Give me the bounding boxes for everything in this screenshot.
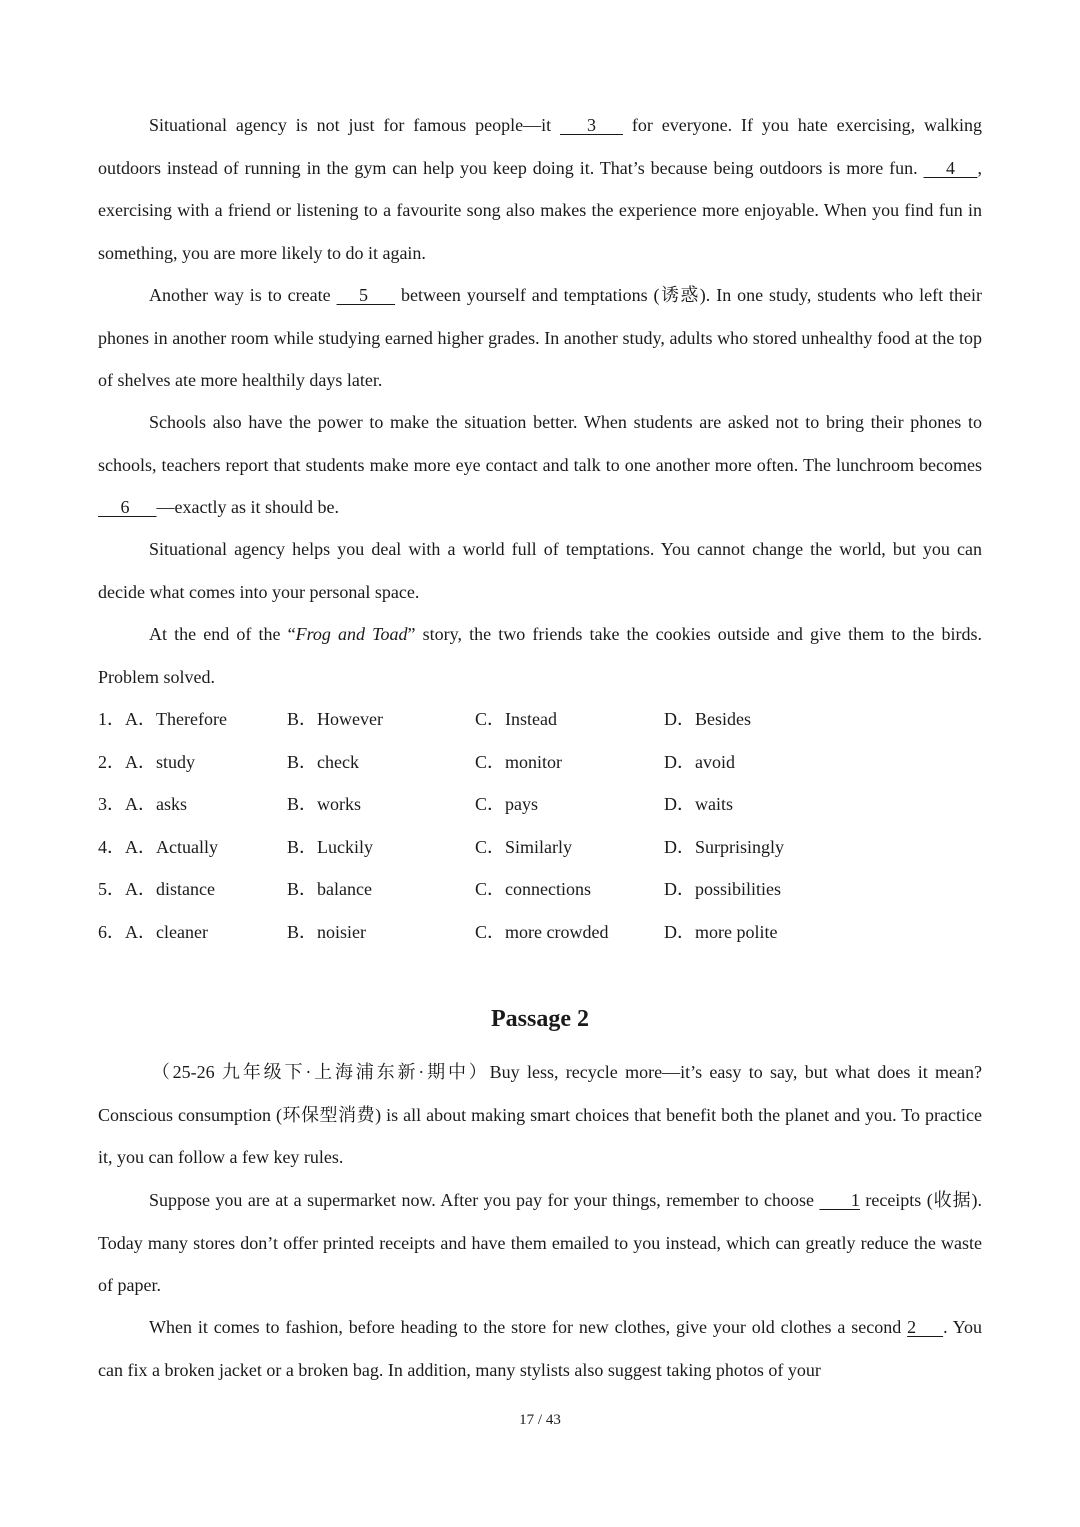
blank-2: 2 — [907, 1317, 944, 1337]
option-row: 2．A．study B．check C．monitor D．avoid — [98, 751, 735, 772]
passage-title: Passage 2 — [491, 1006, 589, 1032]
option-row: 1．A．Therefore B．However C．Instead D．Besides — [98, 709, 751, 729]
paragraph-create-distance: Another way is to create 5 between yourself and temptations (诱惑). In one study, students who left their phones in another room while studying earned higher grades. In another study, adults who stored unhealthy food at the top of shelves ate more healthily days later. — [98, 274, 982, 402]
answer-options — [98, 698, 982, 953]
blank-4: 4 — [923, 157, 978, 178]
page-number: 17 / 43 — [519, 1412, 561, 1428]
paragraph-schools: Schools also have the power to make the situation better. When students are asked not to bring their phones to schools, teachers report that students make more eye contact and talk to one another more often. The lunchroom becomes 6 —exactly as it should be. — [98, 401, 982, 529]
option-row: 6．A．cleaner B．noisier C．more crowded D．more polite — [98, 921, 778, 942]
blank-6: 6 — [98, 497, 157, 517]
paragraph-fashion: When it comes to fashion, before heading to the store for new clothes, give your old clothes a second 2 . You can fix a broken jacket or a broken bag. In addition, many stylists also suggest taking photos of your — [98, 1306, 982, 1391]
blank-3: 3 — [559, 115, 623, 135]
paragraph-frog-and-toad: At the end of the “Frog and Toad” story, the two friends take the cookies outside and give them to the birds. Problem solved. — [98, 624, 982, 687]
paragraph-conscious-consumption: （25-26 九年级下·上海浦东新·期中）Buy less, recycle more—it’s easy to say, but what does it mean? Conscious consumption (环保型消费) is all about making smart choices that benefit both the planet and you. To practice it, you can follow a few key rules. — [98, 1062, 982, 1167]
paragraph-temptations: Situational agency helps you deal with a world full of temptations. You cannot change the world, but you can decide what comes into your personal space. — [98, 539, 982, 602]
paragraph-supermarket: Suppose you are at a supermarket now. After you pay for your things, remember to choose 1 receipts (收据). Today many stores don’t offer printed receipts and have them emailed to you instead, which can greatly reduce the waste of paper. — [98, 1179, 982, 1307]
blank-5: 5 — [336, 285, 396, 305]
blank-1: 1 — [819, 1190, 860, 1210]
option-row: 5．A．distance B．balance C．connections D．possibilities — [98, 879, 782, 899]
paragraph-situational-agency: Situational agency is not just for famous people—it 3 for everyone. If you hate exercising, walking outdoors instead of running in the gym can help you keep doing it. That’s because being outdoors is more fun. 4 , exercising with a friend or listening to a favourite song also makes the experience more enjoyable. When you find fun in something, you are more likely to do it again. — [98, 104, 982, 274]
option-row: 3．A．asks B．works C．pays D．waits — [98, 794, 733, 814]
option-row: 4．A．Actually B．Luckily C．Similarly D．Surprisingly — [98, 836, 785, 857]
story-title: Frog and Toad — [295, 624, 408, 644]
